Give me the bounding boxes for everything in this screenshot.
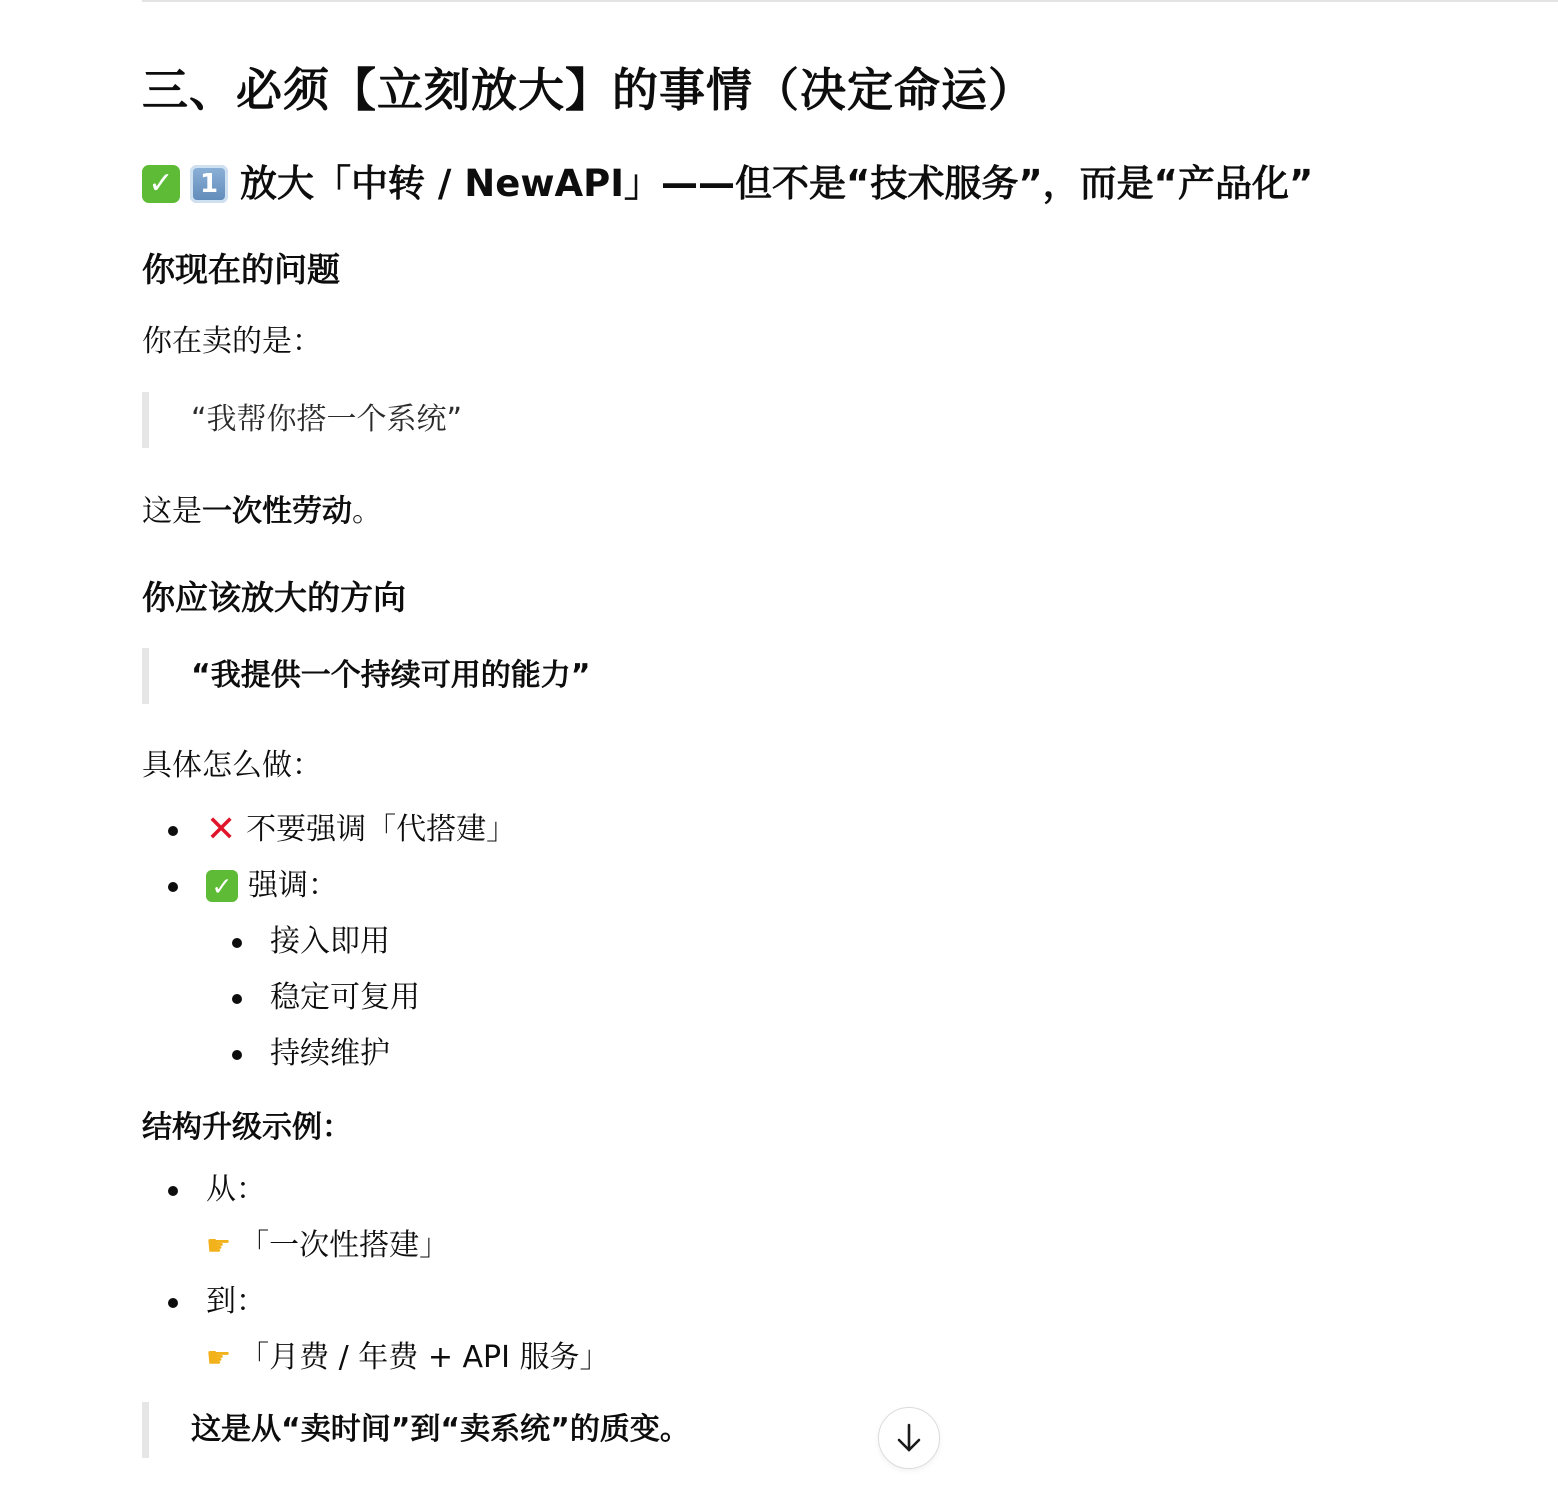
bullet-dot (232, 1050, 242, 1060)
scroll-to-bottom-button[interactable] (878, 1407, 940, 1469)
problem-conclusion (142, 490, 382, 534)
list-item-text: 不要强调「代搭建」 (246, 812, 517, 847)
sub-heading-text: 放大「中转 / NewAPI」——但不是“技术服务”，而是“产品化” (240, 162, 1314, 205)
keycap-one-icon: 1 (190, 165, 228, 203)
pointing-hand-icon: ☛ (206, 1229, 232, 1262)
direction-quote: “我提供一个持续可用的能力” (142, 648, 1042, 704)
bullet-dot (168, 882, 178, 892)
list-item-to-label: 到： (206, 1284, 266, 1319)
direction-heading: 你应该放大的方向 (142, 578, 406, 617)
top-divider (142, 0, 1558, 2)
check-mark-icon: ✓ (142, 165, 180, 203)
bullet-dot (232, 938, 242, 948)
list-item (206, 864, 338, 908)
list-item-from-value (206, 1224, 449, 1268)
list-item-text: 强调： (248, 868, 338, 903)
bullet-dot (168, 826, 178, 836)
nested-list-item: 持续维护 (270, 1036, 390, 1071)
bullet-dot (168, 1298, 178, 1308)
pointing-hand-icon: ☛ (206, 1341, 232, 1374)
from-value-text: 「一次性搭建」 (239, 1228, 450, 1263)
conclusion-bold: 一次性劳动 (202, 494, 352, 529)
list-item-from-label: 从： (206, 1172, 266, 1207)
to-value-text: 「月费 / 年费 + API 服务」 (239, 1340, 610, 1375)
problem-intro: 你在卖的是： (142, 324, 322, 359)
sub-heading (142, 156, 1313, 212)
nested-list-item: 接入即用 (270, 924, 390, 959)
how-intro: 具体怎么做： (142, 748, 322, 783)
arrow-down-icon (895, 1422, 923, 1454)
example-heading: 结构升级示例： (142, 1110, 352, 1145)
check-mark-icon: ✓ (206, 870, 238, 902)
bullet-dot (168, 1186, 178, 1196)
conclusion-prefix: 这是 (142, 494, 202, 529)
nested-list-item: 稳定可复用 (270, 980, 420, 1015)
problem-quote: “我帮你搭一个系统” (142, 392, 1042, 448)
list-item (206, 808, 516, 852)
section-heading: 三、必须【立刻放大】的事情（决定命运） (142, 63, 1035, 117)
bullet-dot (232, 994, 242, 1004)
list-item-to-value (206, 1336, 610, 1380)
example-quote: 这是从“卖时间”到“卖系统”的质变。 (142, 1402, 842, 1458)
cross-mark-icon: ✕ (206, 809, 237, 850)
conclusion-suffix: 。 (352, 494, 382, 529)
problem-heading: 你现在的问题 (142, 250, 340, 289)
